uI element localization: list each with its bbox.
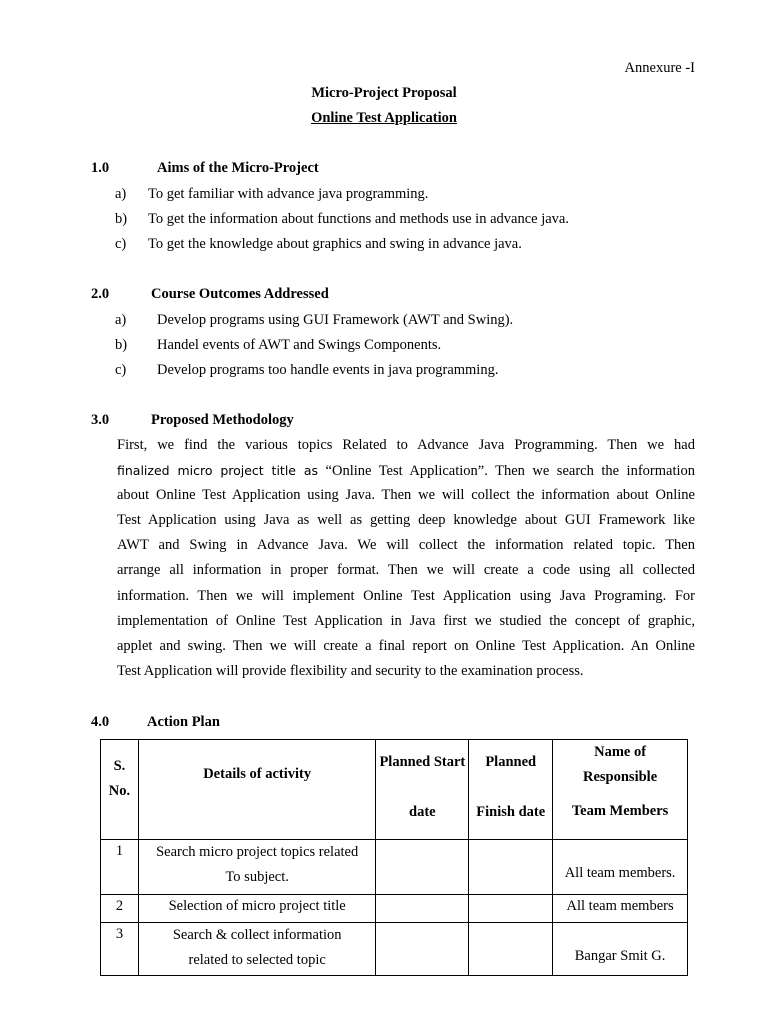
outcome-item-text: Handel events of AWT and Swings Components. [157,337,442,353]
annexure-label: Annexure -I [624,60,695,76]
methodology-line-rest: “Online Test Application”. Then we search the information [325,463,696,480]
methodology-paragraph [117,433,695,684]
methodology-line-prefix: finalized micro project title as [117,463,319,479]
header-resp-line: Name of [594,744,647,760]
document-title: Micro-Project Proposal [311,85,457,101]
section-number-outcomes: 2.0 [91,286,110,302]
cell-details-line: Search micro project topics related [156,844,359,860]
cell-resp-text: All team members [566,898,674,914]
section-title-aims: Aims of the Micro-Project [157,160,319,176]
outcome-item-text: Develop programs using GUI Framework (AWT and Swing). [157,312,514,328]
cell-sno-text: 3 [115,926,124,942]
section-title-outcomes: Course Outcomes Addressed [151,286,329,302]
cell-resp-text: Bangar Smit G. [574,948,666,964]
header-resp-line: Team Members [571,803,669,819]
methodology-line: arrange all information in proper format. Then we will create a code using all collected [117,562,695,579]
section-title-methodology: Proposed Methodology [151,412,294,428]
cell-sno [101,840,139,895]
cell-sno [101,895,139,923]
methodology-line: about Online Test Application using Java. Then we will collect the information about Online [117,487,695,504]
section-number-methodology: 3.0 [91,412,110,428]
header-sno-line: S. [113,758,126,774]
header-planned-finish [469,740,553,840]
aim-item-letter: c) [115,236,127,252]
cell-resp-text: All team members. [564,865,676,881]
header-start-line: date [409,804,436,820]
cell-finish [469,923,553,976]
header-sno [101,740,139,840]
header-responsible [553,740,688,840]
section-number-action-plan: 4.0 [91,714,110,730]
cell-details-line: Selection of micro project title [168,898,346,914]
document-subtitle: Online Test Application [311,110,457,126]
methodology-line: First, we find the various topics Related to Advance Java Programming. Then we had [117,437,695,453]
cell-start [376,840,469,895]
section-title-action-plan: Action Plan [147,714,220,730]
document-subtitle-wrapper [0,110,768,127]
outcome-item-letter: a) [115,312,127,328]
header-start-line: Planned Start [379,754,466,770]
aim-item-text: To get the information about functions and methods use in advance java. [148,211,569,227]
header-finish-line: Planned [485,754,537,770]
header-resp-line: Responsible [583,769,658,785]
header-finish-line: Finish date [476,804,546,820]
header-planned-start [376,740,469,840]
methodology-line: Test Application will provide flexibility and security to the examination process. [117,662,584,679]
cell-details [138,840,375,895]
methodology-line: implementation of Online Test Application in Java first we studied the concept of graphic, [117,612,695,629]
cell-details-line: Search & collect information [172,927,342,943]
table-row [101,923,688,976]
methodology-line: applet and swing. Then we will create a final report on Online Test Application. An Online [117,637,695,654]
aim-item-letter: b) [115,211,128,227]
action-plan-table [100,739,688,976]
cell-details [138,923,375,976]
methodology-line: Test Application using Java as well as getting deep knowledge about GUI Framework like [117,512,695,529]
methodology-line: information. Then we will implement Online Test Application using Java Programing. For [117,587,695,604]
table-row [101,840,688,895]
cell-details [138,895,375,923]
cell-sno-text: 2 [115,898,124,914]
methodology-line [117,458,695,483]
outcome-item-letter: c) [115,362,127,378]
header-details-text: Details of activity [203,766,312,782]
cell-sno [101,923,139,976]
cell-details-line: To subject. [225,869,289,885]
header-details [138,740,375,840]
table-row [101,895,688,923]
table-header-row [101,740,688,840]
cell-finish [469,895,553,923]
methodology-line: AWT and Swing in Advance Java. We will collect the information related topic. Then [117,537,695,554]
cell-start [376,895,469,923]
cell-details-line: related to selected topic [188,952,326,968]
aim-item-text: To get the knowledge about graphics and swing in advance java. [148,236,522,252]
aim-item-letter: a) [115,186,127,202]
cell-sno-text: 1 [115,843,124,859]
header-sno-line: No. [108,783,131,799]
cell-finish [469,840,553,895]
section-number-aims: 1.0 [91,160,110,176]
aim-item-text: To get familiar with advance java programming. [148,186,429,202]
cell-start [376,923,469,976]
cell-resp [553,923,688,976]
cell-resp [553,895,688,923]
cell-resp [553,840,688,895]
outcome-item-text: Develop programs too handle events in java programming. [157,362,499,378]
outcome-item-letter: b) [115,337,128,353]
